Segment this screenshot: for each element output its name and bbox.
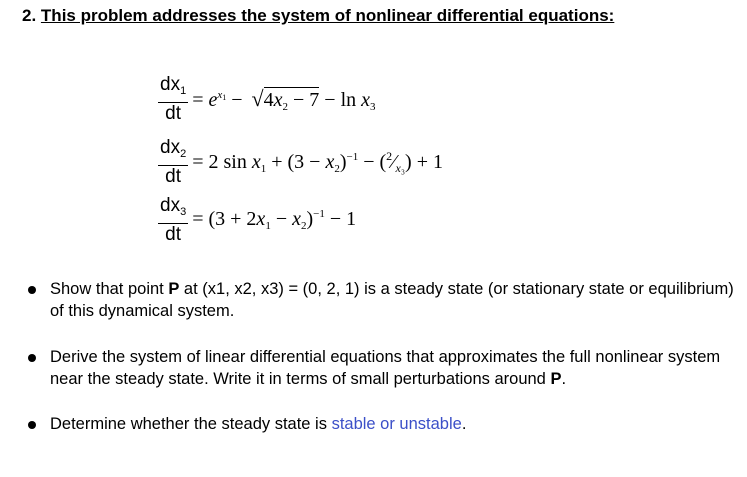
eq1-numerator: dx bbox=[160, 73, 181, 95]
bullet-dot bbox=[28, 421, 36, 429]
eq1-rhs: = $e^{x_1} - √4x_2 - 7 - \ln x_3$ bbox=[192, 85, 376, 113]
eq3-denominator: dt bbox=[165, 223, 182, 245]
eq1-denominator: dt bbox=[165, 102, 182, 124]
problem-number: 2. bbox=[22, 6, 37, 25]
eq2-numerator-sub: 2 bbox=[180, 147, 187, 160]
task-list bbox=[22, 276, 734, 435]
eq2-rhs: = 2 $\sin x_1 + (3 - x_2)^{-1}$ − $(^2⁄_{x_3}) + 1$ bbox=[192, 148, 443, 175]
equation-1 bbox=[158, 74, 376, 124]
eq3-rhs: = $(3 + 2x_1 - x_2)^{-1} - 1$ bbox=[192, 208, 357, 232]
bullet-dot bbox=[28, 354, 36, 362]
problem-heading bbox=[22, 6, 614, 26]
eq2-denominator: dt bbox=[165, 165, 182, 187]
b1-point: P bbox=[168, 280, 180, 298]
eq1-numerator-sub: 1 bbox=[180, 84, 187, 97]
task-item-steady-state bbox=[22, 278, 734, 322]
derivative-dx2-dt bbox=[158, 137, 188, 188]
eq2-numerator: dx bbox=[160, 136, 181, 158]
b2-after: . bbox=[561, 370, 567, 388]
derivative-dx3-dt bbox=[158, 195, 188, 246]
eq3-numerator-sub: 3 bbox=[180, 205, 187, 218]
b2-point: P bbox=[550, 370, 562, 388]
task-item-linearize bbox=[22, 346, 734, 390]
b3-before: Determine whether the steady state is bbox=[50, 415, 332, 433]
problem-title: This problem addresses the system of nonlinear differential equations: bbox=[40, 6, 615, 25]
b3-after: . bbox=[461, 415, 467, 433]
derivative-dx1-dt bbox=[158, 74, 188, 125]
eq3-numerator: dx bbox=[160, 194, 181, 216]
bullet-dot bbox=[28, 286, 36, 294]
b1-before: Show that point bbox=[50, 280, 169, 298]
b3-highlight: stable or unstable bbox=[331, 415, 462, 433]
equation-3 bbox=[158, 195, 356, 245]
b1-after: at (x1, x2, x3) = (0, 2, 1) is a steady state (or stationary state or equilibrium) of this dynamical system. bbox=[50, 280, 734, 320]
equation-2 bbox=[158, 137, 443, 187]
b2-before: Derive the system of linear differential equations that approximates the full nonlinear system near the steady state. Write it in terms of small perturbations around bbox=[50, 348, 721, 388]
task-item-stability bbox=[22, 413, 734, 435]
